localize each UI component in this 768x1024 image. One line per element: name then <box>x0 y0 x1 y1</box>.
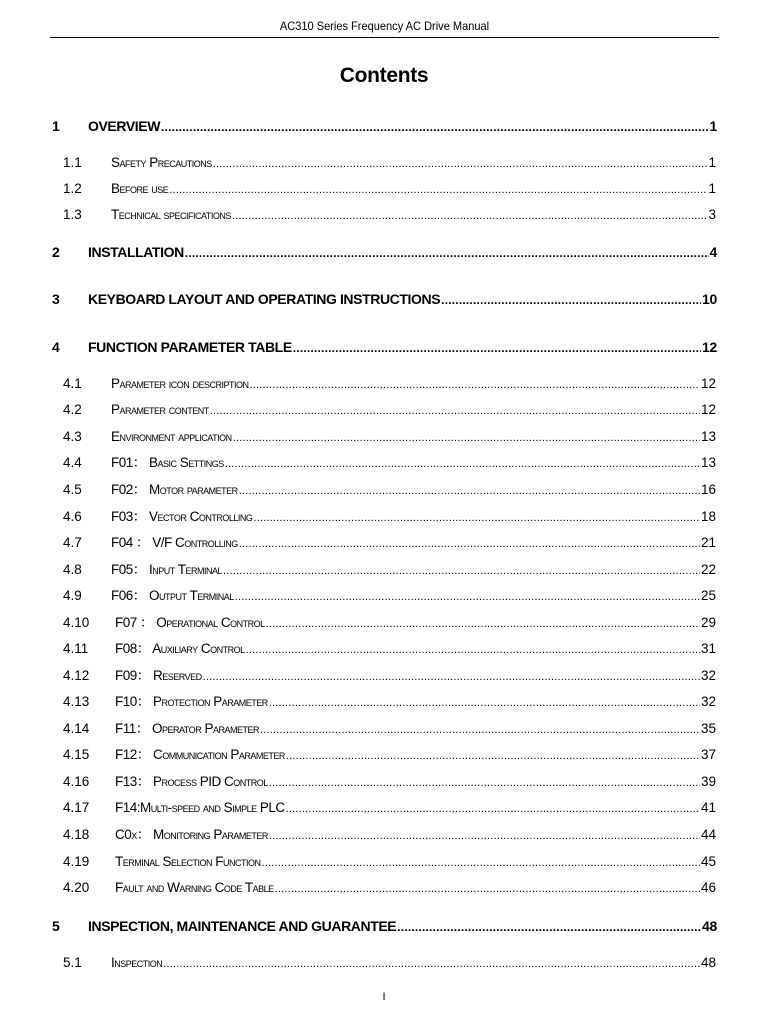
page-number: 12 <box>700 376 716 391</box>
section-title: F04 ： V/F Controlling <box>111 535 238 550</box>
toc-entry-4-12[interactable] <box>63 666 716 686</box>
section-number: 5.1 <box>63 955 82 970</box>
toc-entry-1[interactable] <box>52 116 717 136</box>
toc-entry-4[interactable] <box>52 337 717 357</box>
section-number: 4.13 <box>63 694 90 709</box>
toc-entry-4-3[interactable] <box>63 427 716 447</box>
dot-leader <box>286 799 700 819</box>
page-number: 1 <box>708 181 716 196</box>
header-rule <box>50 37 719 38</box>
toc-entry-5-1[interactable] <box>63 953 716 973</box>
toc-entry-1-2[interactable] <box>63 179 716 199</box>
dot-leader <box>233 428 700 448</box>
section-title: Technical specifications <box>111 207 231 222</box>
page-number: 44 <box>700 827 716 842</box>
dot-leader <box>286 746 700 766</box>
dot-leader <box>161 117 708 137</box>
toc-entry-4-19[interactable] <box>63 852 716 872</box>
dot-leader <box>246 640 700 660</box>
section-title: Fault and Warning Code Table <box>115 880 274 895</box>
section-title: F09： Reserved <box>115 668 202 683</box>
page-number: 1 <box>708 155 716 170</box>
page-number: 45 <box>700 854 716 869</box>
section-number: 1 <box>52 118 60 134</box>
toc-entry-4-17[interactable] <box>63 798 716 818</box>
toc-entry-2[interactable] <box>52 242 717 262</box>
section-number: 4.1 <box>63 376 82 391</box>
section-title: F07 ： Operational Control <box>115 615 265 630</box>
section-title: F02： Motor parameter <box>111 482 238 497</box>
toc-entry-4-6[interactable] <box>63 507 716 527</box>
section-number: 1.3 <box>63 207 82 222</box>
section-title: F06： Output Terminal <box>111 588 234 603</box>
page-number: 39 <box>700 774 716 789</box>
dot-leader <box>266 614 700 634</box>
page-number: 32 <box>700 694 716 709</box>
section-number: 4 <box>52 339 60 355</box>
section-title: F14:Multi-speed and Simple PLC <box>115 800 285 815</box>
section-title: Terminal Selection Function <box>115 854 261 869</box>
dot-leader <box>269 826 700 846</box>
page-number: 25 <box>700 588 716 603</box>
section-title: Parameter icon description <box>111 376 249 391</box>
dot-leader <box>210 401 700 421</box>
section-number: 4.6 <box>63 509 82 524</box>
page-header: AC310 Series Frequency AC Drive Manual <box>279 19 490 33</box>
section-number: 4.2 <box>63 402 82 417</box>
dot-leader <box>232 206 708 226</box>
toc-entry-1-1[interactable] <box>63 153 716 173</box>
page-title: Contents <box>339 64 429 87</box>
dot-leader <box>262 853 700 873</box>
toc-entry-4-2[interactable] <box>63 400 716 420</box>
section-number: 4.5 <box>63 482 82 497</box>
section-title: Before use <box>111 181 169 196</box>
section-number: 4.4 <box>63 455 82 470</box>
page-number: 3 <box>708 207 716 222</box>
section-title: F08： Auxiliary Control <box>115 641 245 656</box>
section-number: 4.9 <box>63 588 82 603</box>
toc-entry-4-4[interactable] <box>63 453 716 473</box>
dot-leader <box>235 587 700 607</box>
section-number: 4.12 <box>63 668 90 683</box>
section-number: 2 <box>52 244 60 260</box>
section-number: 4.14 <box>63 721 90 736</box>
toc-entry-4-18[interactable] <box>63 825 716 845</box>
section-title: FUNCTION PARAMETER TABLE <box>88 339 292 355</box>
section-title: INSTALLATION <box>88 244 184 260</box>
toc-entry-4-14[interactable] <box>63 719 716 739</box>
page-number: 29 <box>700 615 716 630</box>
section-title: C0x： Monitoring Parameter <box>115 827 268 842</box>
toc-entry-4-1[interactable] <box>63 374 716 394</box>
dot-leader <box>250 375 700 395</box>
dot-leader <box>441 290 701 310</box>
page-number: 48 <box>702 918 717 934</box>
section-number: 1.2 <box>63 181 82 196</box>
dot-leader <box>239 534 700 554</box>
section-title: F11： Operator Parameter <box>115 721 259 736</box>
page-number: 35 <box>700 721 716 736</box>
section-title: F10： Protection Parameter <box>115 694 268 709</box>
section-title: Parameter content <box>111 402 209 417</box>
section-title: OVERVIEW <box>88 118 161 134</box>
page-number: 22 <box>700 562 716 577</box>
toc-entry-3[interactable] <box>52 289 717 309</box>
section-title: F13： Process PID Control <box>115 774 268 789</box>
dot-leader <box>213 154 708 174</box>
page-number: 12 <box>700 402 716 417</box>
page-number: 48 <box>700 955 716 970</box>
dot-leader <box>223 561 700 581</box>
toc-entry-4-8[interactable] <box>63 560 716 580</box>
section-number: 4.3 <box>63 429 82 444</box>
section-number: 3 <box>52 291 60 307</box>
page-number: 31 <box>700 641 716 656</box>
section-number: 4.16 <box>63 774 90 789</box>
page-number: 13 <box>700 455 716 470</box>
section-title: Safety Precautions <box>111 155 212 170</box>
section-number: 4.20 <box>63 880 90 895</box>
page-number: 18 <box>700 509 716 524</box>
dot-leader <box>269 773 700 793</box>
section-number: 4.17 <box>63 800 90 815</box>
toc-entry-4-20[interactable] <box>63 878 716 898</box>
dot-leader <box>397 917 701 937</box>
toc-entry-4-11[interactable] <box>63 639 716 659</box>
dot-leader <box>203 667 700 687</box>
section-number: 4.11 <box>63 641 89 656</box>
section-number: 4.8 <box>63 562 82 577</box>
section-title: F03： Vector Controlling <box>111 509 253 524</box>
dot-leader <box>163 954 700 974</box>
toc-entry-4-7[interactable] <box>63 533 716 553</box>
dot-leader <box>225 454 700 474</box>
page-number: 32 <box>700 668 716 683</box>
footer-page-number: I <box>382 991 386 1003</box>
toc-entry-5[interactable] <box>52 916 717 936</box>
page-number: 37 <box>700 747 716 762</box>
section-number: 4.7 <box>63 535 82 550</box>
page-number: 41 <box>700 800 716 815</box>
page-number: 1 <box>709 118 717 134</box>
section-title: Environment application <box>111 429 232 444</box>
section-title: KEYBOARD LAYOUT AND OPERATING INSTRUCTIONS <box>88 291 441 307</box>
section-title: Inspection <box>111 955 163 970</box>
section-number: 5 <box>52 918 60 934</box>
page-number: 10 <box>702 291 717 307</box>
toc-entry-1-3[interactable] <box>63 205 716 225</box>
dot-leader <box>275 879 700 899</box>
toc-entry-4-13[interactable] <box>63 692 716 712</box>
toc-entry-4-16[interactable] <box>63 772 716 792</box>
section-number: 4.10 <box>63 615 90 630</box>
dot-leader <box>253 508 700 528</box>
section-title: F12： Communication Parameter <box>115 747 285 762</box>
dot-leader <box>260 720 700 740</box>
page-number: 16 <box>700 482 716 497</box>
toc-entry-4-9[interactable] <box>63 586 716 606</box>
toc-entry-4-10[interactable] <box>63 613 716 633</box>
dot-leader <box>269 693 700 713</box>
page-number: 21 <box>700 535 716 550</box>
dot-leader <box>169 180 707 200</box>
dot-leader <box>185 243 709 263</box>
section-title: F01： Basic Settings <box>111 455 224 470</box>
page-number: 46 <box>700 880 716 895</box>
section-number: 1.1 <box>63 155 82 170</box>
page-number: 4 <box>709 244 717 260</box>
dot-leader <box>293 338 701 358</box>
page-number: 13 <box>700 429 716 444</box>
section-number: 4.19 <box>63 854 90 869</box>
toc-entry-4-15[interactable] <box>63 745 716 765</box>
section-title: INSPECTION, MAINTENANCE AND GUARANTEE <box>88 918 397 934</box>
section-title: F05： Input Terminal <box>111 562 223 577</box>
section-number: 4.18 <box>63 827 90 842</box>
dot-leader <box>239 481 700 501</box>
section-number: 4.15 <box>63 747 90 762</box>
page-number: 12 <box>702 339 717 355</box>
toc-entry-4-5[interactable] <box>63 480 716 500</box>
